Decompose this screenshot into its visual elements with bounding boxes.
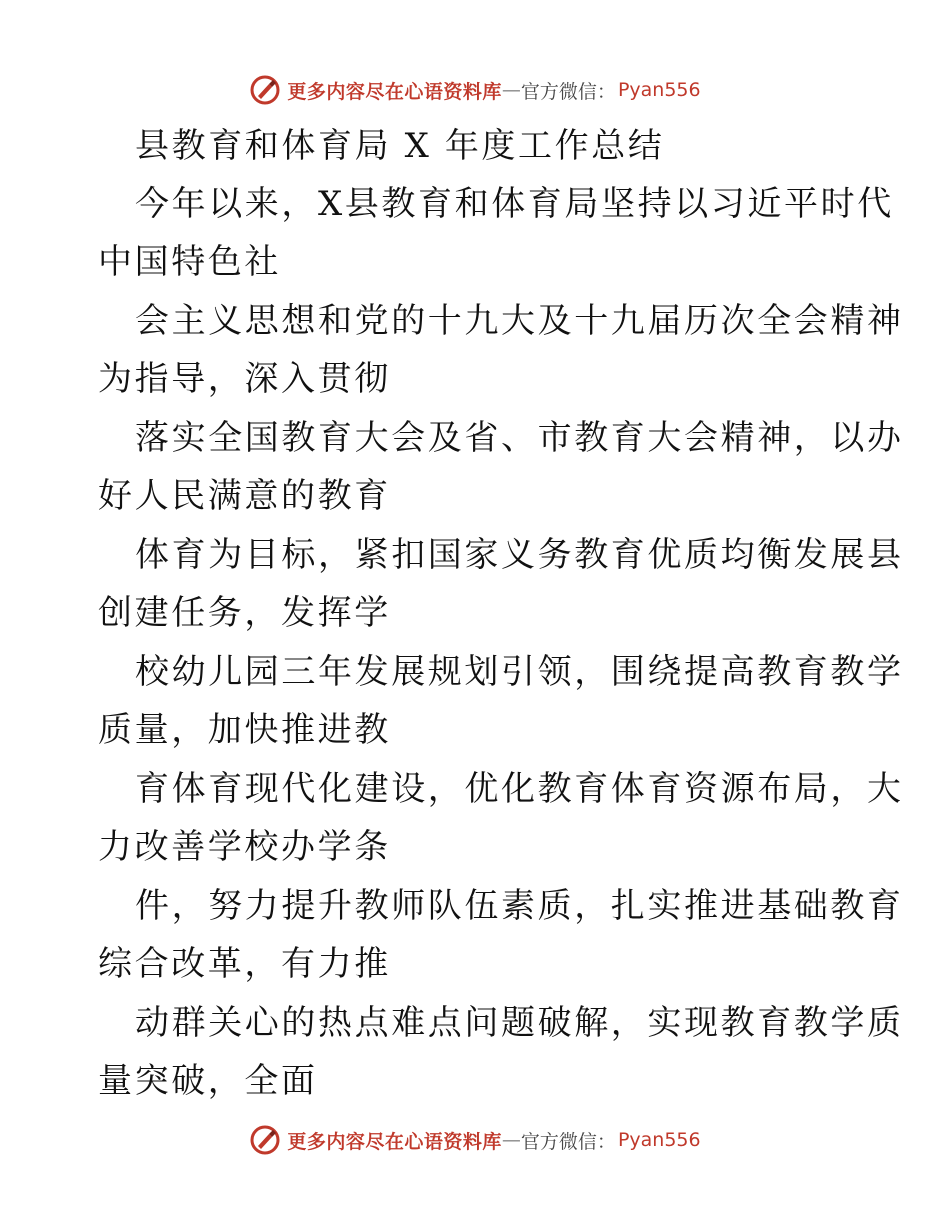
paragraph-line: 校幼儿园三年发展规划引领，围绕提高教育教学 — [135, 652, 904, 692]
promo-text: 更多内容尽在心语资料库 — [287, 1130, 502, 1153]
header-banner — [0, 70, 950, 110]
wechat-id: Pyan556 — [617, 1129, 701, 1151]
paragraph-line: 中国特色社 — [98, 242, 281, 282]
paragraph-line: 落实全国教育大会及省、市教育大会精神，以办 — [135, 418, 904, 458]
wechat-label: 官方微信： — [520, 80, 616, 103]
paragraph-line: 动群关心的热点难点问题破解，实现教育教学质 — [135, 1003, 904, 1043]
paragraph-line: 质量，加快推进教 — [98, 710, 391, 750]
paragraph-line: 会主义思想和党的十九大及十九届历次全会精神 — [135, 301, 904, 341]
paragraph-line: 件，努力提升教师队伍素质，扎实推进基础教育 — [135, 886, 904, 926]
paragraph-line: 好人民满意的教育 — [98, 476, 391, 516]
wechat-id: Pyan556 — [617, 79, 701, 101]
paragraph-line: 育体育现代化建设，优化教育体育资源布局，大 — [135, 769, 904, 809]
paragraph-line: 力改善学校办学条 — [98, 827, 391, 867]
footer-banner — [0, 1120, 950, 1160]
paragraph-line: 为指导，深入贯彻 — [98, 359, 391, 399]
banner-dash: — — [501, 1129, 521, 1151]
paragraph-line: 综合改革，有力推 — [98, 944, 391, 984]
wechat-label: 官方微信： — [520, 1130, 616, 1153]
logo-icon — [249, 1124, 281, 1156]
document-title: 县教育和体育局 X 年度工作总结 — [135, 126, 665, 166]
paragraph-line: 创建任务，发挥学 — [98, 593, 391, 633]
logo-icon — [249, 74, 281, 106]
paragraph-line: 体育为目标，紧扣国家义务教育优质均衡发展县 — [135, 535, 904, 575]
paragraph-line: 今年以来，X县教育和体育局坚持以习近平时代 — [135, 184, 894, 224]
paragraph-line: 量突破，全面 — [98, 1061, 318, 1101]
banner-dash: — — [501, 79, 521, 101]
promo-text: 更多内容尽在心语资料库 — [287, 80, 502, 103]
